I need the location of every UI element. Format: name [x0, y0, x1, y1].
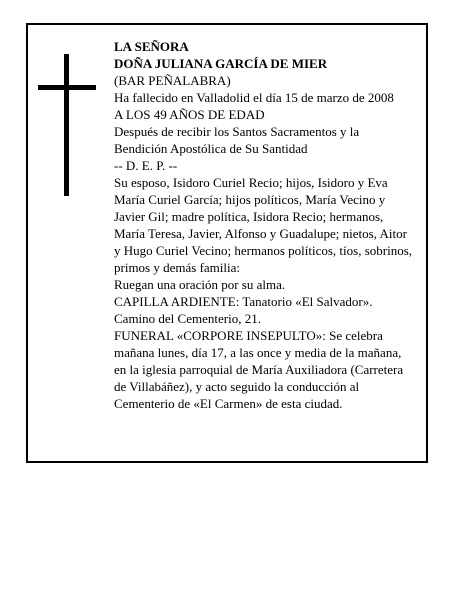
notice-title: LA SEÑORA	[114, 39, 189, 54]
cross-vertical-bar	[64, 54, 69, 196]
obituary-text	[114, 38, 414, 412]
prayer-request: Ruegan una oración por su alma.	[114, 277, 286, 292]
sacraments-statement: Después de recibir los Santos Sacramentos y la Bendición Apostólica de Su Santidad	[114, 124, 360, 156]
deceased-name: DOÑA JULIANA GARCÍA DE MIER	[114, 56, 328, 71]
family-list: Su esposo, Isidoro Curiel Recio; hijos, Isidoro y Eva María Curiel García; hijos políticos, María Vecino y Javier Gil; madre política, Isidora Recio; hermanos, María Teresa, Javier, Alfonso y Guadalupe; nietos, Aitor y Hugo Curiel Vecino; hermanos políticos, tíos, sobrinos, primos y demás familia:	[114, 175, 413, 275]
age-statement: A LOS 49 AÑOS DE EDAD	[114, 107, 265, 122]
chapel-info: CAPILLA ARDIENTE: Tanatorio «El Salvador». Camino del Cementerio, 21.	[114, 294, 373, 326]
rip-line: -- D. E. P. --	[114, 158, 178, 173]
deceased-alias: (BAR PEÑALABRA)	[114, 73, 231, 88]
funeral-info: FUNERAL «CORPORE INSEPULTO»: Se celebra mañana lunes, día 17, a las once y media de la mañana, en la iglesia parroquial de María Auxiliadora (Carretera de Villabáñez), y acto seguido la conducción al Cementerio de «El Carmen» de esta ciudad.	[114, 328, 404, 411]
death-statement: Ha fallecido en Valladolid el día 15 de marzo de 2008	[114, 90, 394, 105]
cross-horizontal-bar	[38, 85, 96, 90]
